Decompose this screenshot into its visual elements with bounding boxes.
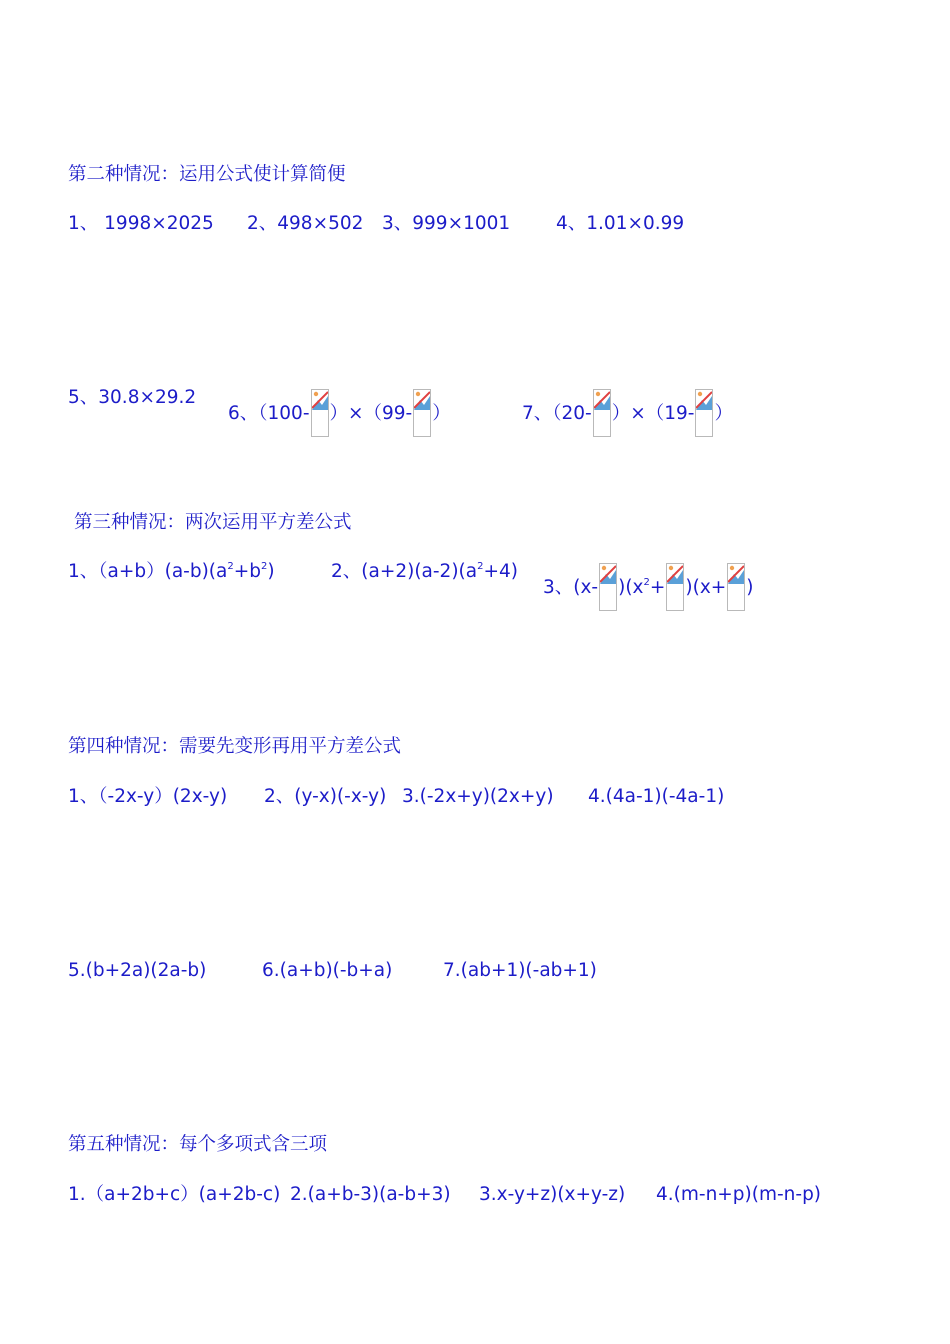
problem-item: 5、30.8×29.2 xyxy=(68,387,197,408)
section-5-heading: 第五种情况：每个多项式含三项 xyxy=(68,1134,328,1155)
problem-item: 4、1.01×0.99 xyxy=(556,213,685,234)
exponent: 2 xyxy=(643,577,650,588)
problem-item: 4.(4a-1)(-4a-1) xyxy=(588,786,725,807)
problem-item xyxy=(331,563,518,582)
problem-item xyxy=(68,563,275,582)
problem-text: )(x+ xyxy=(685,577,727,598)
problem-text: +b xyxy=(233,561,261,582)
problem-item: 2、498×502 xyxy=(247,213,364,234)
problem-text: 6、（100- xyxy=(228,403,310,424)
problem-text: ） xyxy=(432,403,451,424)
problem-item: 5.(b+2a)(2a-b) xyxy=(68,960,207,981)
problem-item: 7.(ab+1)(-ab+1) xyxy=(443,960,597,981)
problem-row xyxy=(68,389,868,429)
section-3-heading: 第三种情况：两次运用平方差公式 xyxy=(74,512,352,533)
problem-text: 2、(a+2)(a-2)(a xyxy=(331,561,478,582)
problem-row xyxy=(68,962,868,986)
broken-image-icon xyxy=(599,563,617,611)
problem-item: 1.（a+2b+c）(a+2b-c) xyxy=(68,1184,281,1205)
broken-image-icon xyxy=(666,563,684,611)
section-4-heading: 第四种情况：需要先变形再用平方差公式 xyxy=(68,736,402,757)
problem-item: 6.(a+b)(-b+a) xyxy=(262,960,393,981)
problem-row xyxy=(68,215,868,239)
exponent: 2 xyxy=(227,561,234,572)
problem-row xyxy=(68,788,868,812)
problem-item: 3.(-2x+y)(2x+y) xyxy=(402,786,554,807)
problem-text: ) xyxy=(746,577,754,598)
problem-item xyxy=(543,563,754,611)
problem-text: ）×（99- xyxy=(329,403,413,424)
section-2-heading: 第二种情况：运用公式使计算简便 xyxy=(68,164,346,185)
problem-item: 2、(y-x)(-x-y) xyxy=(264,786,387,807)
problem-item: 1、（-2x-y）(2x-y) xyxy=(68,786,228,807)
problem-text: ）×（19- xyxy=(611,403,695,424)
problem-row xyxy=(68,563,888,603)
broken-image-icon xyxy=(727,563,745,611)
broken-image-icon xyxy=(311,389,329,437)
problem-text: ) xyxy=(267,561,275,582)
problem-row xyxy=(68,1186,868,1210)
problem-item: 2.(a+b-3)(a-b+3) xyxy=(290,1184,451,1205)
problem-item: 1、 1998×2025 xyxy=(68,213,214,234)
exponent: 2 xyxy=(260,561,268,572)
problem-text: +4) xyxy=(483,561,518,582)
problem-item: 4.(m-n+p)(m-n-p) xyxy=(656,1184,822,1205)
problem-item xyxy=(228,389,451,437)
problem-text: 7、（20- xyxy=(522,403,592,424)
broken-image-icon xyxy=(593,389,611,437)
broken-image-icon xyxy=(413,389,431,437)
problem-item xyxy=(522,389,733,437)
broken-image-icon xyxy=(695,389,713,437)
exponent: 2 xyxy=(477,561,484,572)
problem-text: 3、(x- xyxy=(543,577,599,598)
problem-text: ） xyxy=(714,403,733,424)
problem-text: 1、（a+b）(a-b)(a xyxy=(68,561,228,582)
problem-text: + xyxy=(649,577,666,598)
problem-item: 3、999×1001 xyxy=(382,213,511,234)
problem-item: 3.x-y+z)(x+y-z) xyxy=(479,1184,626,1205)
problem-text: )(x xyxy=(618,577,644,598)
